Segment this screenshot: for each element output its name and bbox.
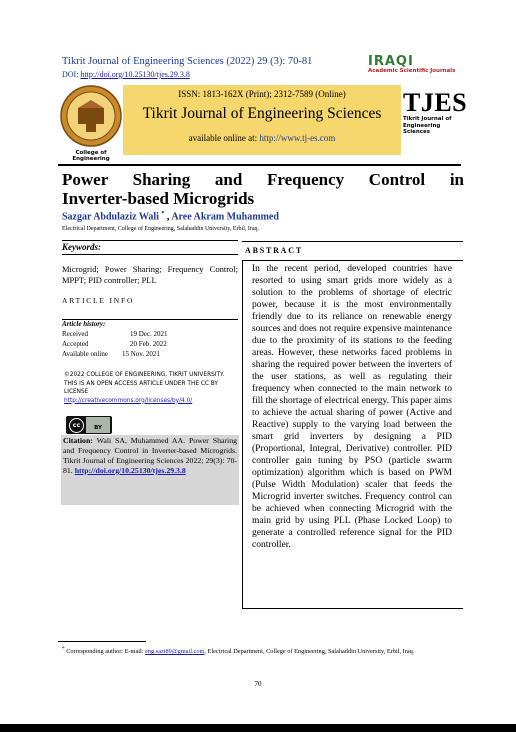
license-link[interactable]: http://creativecommons.org/licenses/by/4.0/ [64, 397, 193, 404]
cc-by-badge[interactable] [66, 416, 112, 434]
header-divider [58, 164, 461, 166]
page-number: 70 [254, 680, 262, 688]
history-row [62, 349, 238, 359]
abstract-left-border [242, 260, 243, 608]
tjes-logo [403, 88, 468, 150]
footnote-mark: * [62, 646, 65, 652]
banner-journal-title: Tikrit Journal of Engineering Sciences [142, 105, 382, 122]
tjes-logo-word: TJES [403, 88, 468, 117]
keywords-heading: Keywords: [62, 240, 238, 255]
abstract-body: In the recent period, developed countries have resorted to using smart grids more widely as a solution to the problems of shortage of electric power, because it is the most environmentally friendly due to its reliance on renewable energy sources and does not require expensive maintenance due to the proximity of its stations to the feeding areas. However, these networks faced problems in sharing the required power between the inverters of the user stations, as well as regulating their frequency when connected to the main network to fill the shortage of electrical energy. This paper aims to achieve the actual sharing of power (Active and Reactive) supply to the varying load between the smart grid inverters by designing a PID (Proportional, Integral, Derivative) controller. PID controller gain tuning by PSO (particle swarm optimization) algorithm which is based on PWM (Pulse Width Modulation) scaler that feeds the Microgrid inverter switches. Frequency control can be achieved when connecting Microgrid with the main grid by using PLL (Phase Locked Loop) to generate a controlled reference signal for the PID controller. [252, 264, 452, 550]
abstract-top-rule [242, 241, 463, 242]
footnote-divider [58, 641, 146, 642]
article-history-heading: Article history: [62, 320, 106, 328]
iraqi-logo-word: IRAQI [368, 54, 414, 69]
author-2[interactable]: Aree Akram Muhammed [171, 211, 279, 223]
author-list [62, 211, 279, 222]
license-text: ©2022 COLLEGE OF ENGINEERING, TIKRIT UNIVERSITY. THIS IS AN OPEN ACCESS ARTICLE UNDER THE CC BY LICENSE [64, 372, 225, 395]
tjes-logo-subtitle-line1: Tikrit Journal of [403, 116, 452, 122]
journal-banner [123, 85, 401, 155]
paper-title-line2: Inverter-based Microgrids [62, 189, 255, 208]
history-date: 20 Feb. 2022 [130, 340, 167, 348]
journal-website-link[interactable]: http://www.tj-es.com [259, 133, 336, 143]
citation-label: Citation: [63, 436, 93, 445]
corresponding-author-footnote [62, 645, 462, 657]
college-of-engineering-emblem-icon [58, 82, 124, 156]
paper-title [62, 170, 464, 208]
history-date: 19 Dec. 2021 [130, 330, 168, 338]
journal-citation-line: Tikrit Journal of Engineering Sciences (2022) 29 (3): 70-81 [62, 56, 313, 67]
by-label: BY [86, 417, 110, 433]
citation-box [61, 435, 239, 505]
footnote-affiliation: , Electrical Department, College of Engineering, Salahaddin University, Erbil, Iraq. [204, 648, 415, 656]
author-affiliation: Electrical Department, College of Engineering, Salahaddin University, Erbil, Iraq. [62, 226, 260, 232]
abstract-heading: ABSTRACT [245, 246, 303, 255]
tjes-logo-subtitle-line2: Engineering Sciences [403, 122, 441, 135]
doi-link[interactable]: http://doi.org/10.25130/tjes.29.3.8 [80, 70, 190, 79]
corresponding-mark: * [161, 211, 165, 217]
history-label: Accepted [62, 340, 89, 348]
paper-title-line1: Power Sharing and Frequency Control in [62, 170, 464, 189]
history-label: Received [62, 330, 89, 338]
history-label: Available online [62, 350, 108, 358]
issn-line: ISSN: 1813-162X (Print); 2312-7589 (Online) [178, 89, 346, 99]
doi-line [62, 70, 190, 79]
corresponding-email-link[interactable]: eng.sazi89@gmail.com [145, 648, 205, 656]
abstract-bottom-rule [242, 608, 463, 609]
bottom-edge-bar [0, 724, 516, 732]
history-row [62, 329, 238, 339]
history-date: 15 Nov. 2021 [122, 350, 160, 358]
author-1[interactable]: Sazgar Abdulaziz Wali [62, 211, 159, 223]
abstract-heading-rule [242, 260, 463, 261]
doi-label: DOI: [62, 70, 79, 79]
available-online-line [123, 133, 401, 143]
article-history [62, 319, 238, 359]
tjes-logo-subtitle [403, 116, 463, 136]
iraqi-journals-logo[interactable] [368, 54, 468, 74]
citation-text: Wali SA, Muhammed AA. Power Sharing and Frequency Control in Inverter-based Microgrids. Tikrit Journal of Engineering Sciences 2022; 29(3): 70- 81. [63, 436, 238, 475]
iraqi-logo-subtitle: Academic Scientific Journals [368, 68, 456, 74]
footnote-label: Corresponding author: E-mail: [66, 648, 144, 656]
cc-icon: cc [69, 418, 84, 433]
article-info-heading: ARTICLE INFO [62, 296, 135, 305]
history-row [62, 339, 238, 349]
citation-doi-link[interactable]: http://doi.org/10.25130/tjes.29.3.8 [74, 466, 186, 475]
available-label: available online at: [188, 133, 258, 143]
college-label: College of Engineering [72, 150, 110, 162]
keywords-list: Microgrid; Power Sharing; Frequency Control; MPPT; PID controller; PLL [62, 264, 238, 285]
author-separator: , [166, 211, 170, 223]
